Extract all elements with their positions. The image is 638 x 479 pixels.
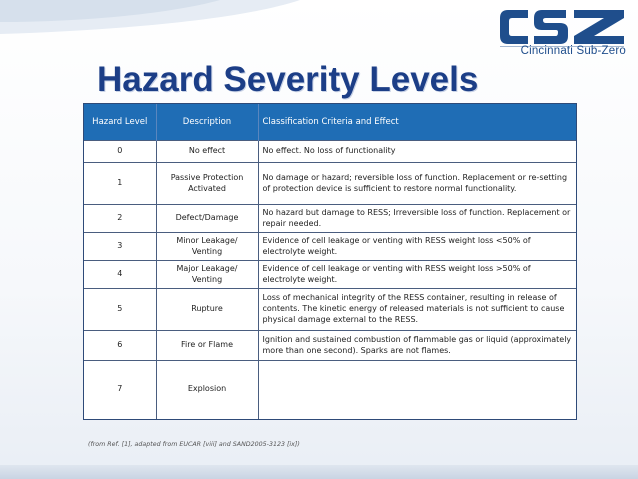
company-name: Cincinnati Sub-Zero	[520, 45, 626, 57]
footer-band	[0, 465, 638, 479]
cell-criteria: No damage or hazard; reversible loss of function. Replacement or re-setting of protection device is sufficient to restore normal functionality.	[258, 163, 576, 205]
cell-level: 0	[84, 141, 156, 163]
cell-criteria	[258, 361, 576, 419]
cell-level: 1	[84, 163, 156, 205]
cell-level: 4	[84, 261, 156, 289]
cell-level: 3	[84, 233, 156, 261]
cell-criteria: Loss of mechanical integrity of the RESS container, resulting in release of contents. The kinetic energy of released materials is not sufficient to cause physical damage external to the RESS.	[258, 289, 576, 331]
header-hazard-level: Hazard Level	[84, 104, 156, 141]
cell-description: Passive Protection Activated	[156, 163, 258, 205]
table-row	[84, 141, 576, 163]
cell-level: 6	[84, 331, 156, 361]
cell-description: No effect	[156, 141, 258, 163]
cell-description: Rupture	[156, 289, 258, 331]
header-description: Description	[156, 104, 258, 141]
cell-description: Defect/Damage	[156, 205, 258, 233]
table-row	[84, 261, 576, 289]
table-row	[84, 233, 576, 261]
source-footnote: (from Ref. [1], adapted from EUCAR [viii] and SAND2005-3123 [ix])	[88, 441, 300, 448]
table-header-row	[84, 104, 576, 141]
cell-description: Fire or Flame	[156, 331, 258, 361]
cell-criteria: Ignition and sustained combustion of flammable gas or liquid (approximately more than one second). Sparks are not flames.	[258, 331, 576, 361]
table-row	[84, 205, 576, 233]
slide-title: Hazard Severity Levels	[97, 60, 479, 99]
hazard-severity-table	[83, 103, 577, 420]
cell-description: Explosion	[156, 361, 258, 419]
table-row	[84, 163, 576, 205]
cell-description: Major Leakage/ Venting	[156, 261, 258, 289]
cell-criteria: Evidence of cell leakage or venting with RESS weight loss <50% of electrolyte weight.	[258, 233, 576, 261]
cell-description: Minor Leakage/ Venting	[156, 233, 258, 261]
cell-level: 2	[84, 205, 156, 233]
table-row	[84, 361, 576, 419]
table-row	[84, 331, 576, 361]
header-criteria: Classification Criteria and Effect	[258, 104, 576, 141]
cell-criteria: No hazard but damage to RESS; Irreversible loss of function. Replacement or repair needed.	[258, 205, 576, 233]
cell-criteria: Evidence of cell leakage or venting with RESS weight loss >50% of electrolyte weight.	[258, 261, 576, 289]
cell-level: 5	[84, 289, 156, 331]
table-row	[84, 289, 576, 331]
cell-level: 7	[84, 361, 156, 419]
cell-criteria: No effect. No loss of functionality	[258, 141, 576, 163]
